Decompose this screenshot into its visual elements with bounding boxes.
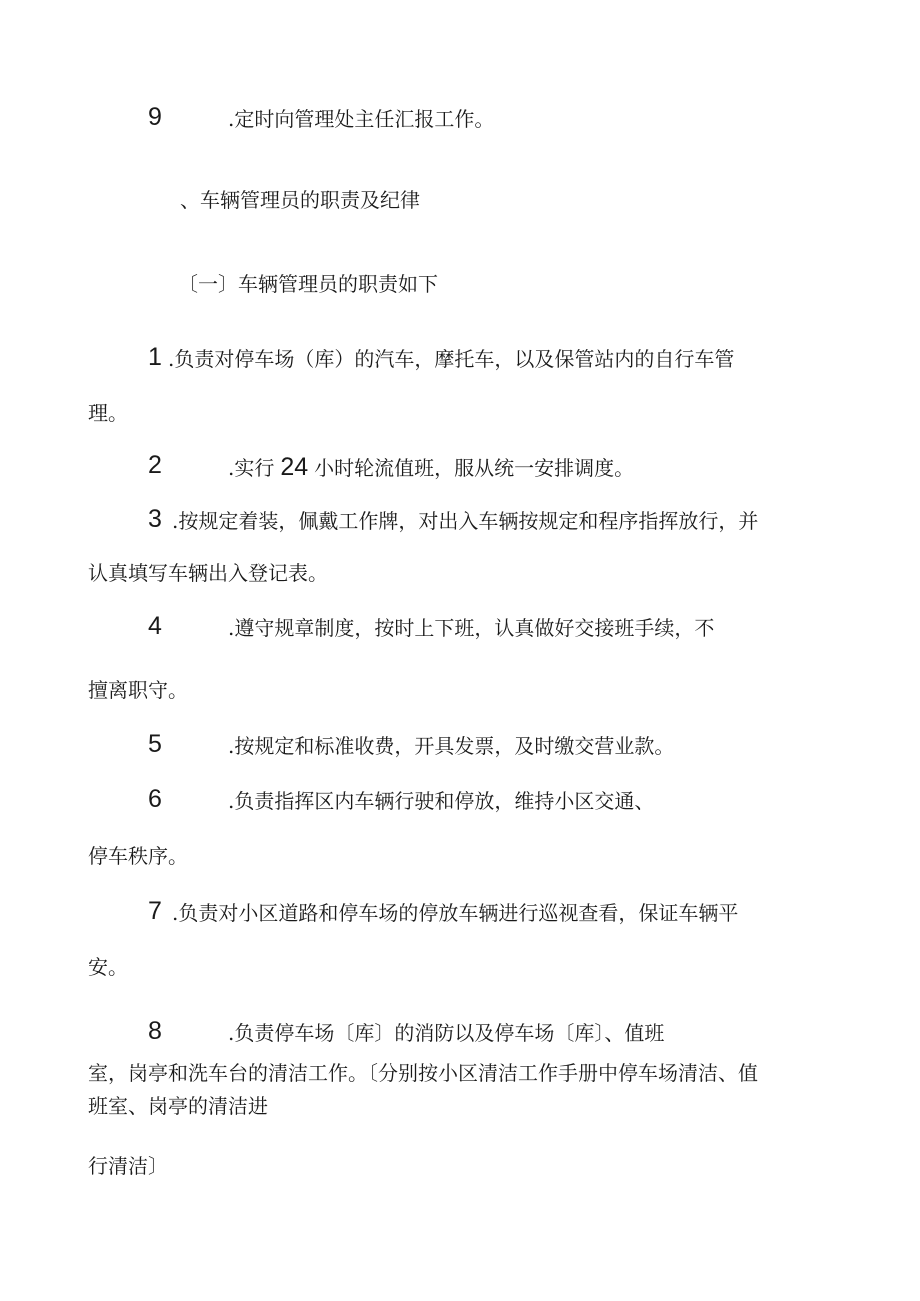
sub-heading: 〔一〕车辆管理员的职责如下 (178, 272, 438, 296)
item-8-line4: 行清洁〕 (88, 1154, 168, 1178)
section-heading: 、车辆管理员的职责及纪律 (180, 188, 420, 212)
item-8-line1: .负责停车场〔库〕的消防以及停车场〔库〕、值班 (228, 1021, 665, 1045)
item-2-line1: .实行 24 小时轮流值班，服从统一安排调度。 (228, 453, 635, 481)
item-1-number: 1 (148, 343, 162, 371)
item-3-number: 3 (148, 505, 162, 533)
item-8-line3: 班室、岗亭的清洁进 (88, 1094, 268, 1118)
item-6-line2: 停车秩序。 (88, 844, 188, 868)
item-4-line1: .遵守规章制度，按时上下班，认真做好交接班手续，不 (228, 616, 715, 640)
item-6-number: 6 (148, 785, 162, 813)
item-8-line2: 室，岗亭和洗车台的清洁工作。〔分别按小区清洁工作手册中停车场清洁、值 (88, 1061, 758, 1085)
item-3-line2: 认真填写车辆出入登记表。 (88, 561, 328, 585)
item-7-line2: 安。 (88, 955, 128, 979)
item-4-line2: 擅离职守。 (88, 678, 188, 702)
item-4-number: 4 (148, 612, 162, 640)
item-8-number: 8 (148, 1017, 162, 1045)
item-2-number: 2 (148, 451, 162, 479)
item-7-line1: .负责对小区道路和停车场的停放车辆进行巡视查看，保证车辆平 (172, 901, 739, 925)
item-9-text: .定时向管理处主任汇报工作。 (228, 107, 495, 131)
item-7-number: 7 (148, 897, 162, 925)
item-9-number: 9 (148, 103, 162, 131)
item-5-line1: .按规定和标准收费，开具发票，及时缴交营业款。 (228, 734, 675, 758)
item-1-line2: 理。 (88, 401, 128, 425)
item-5-number: 5 (148, 730, 162, 758)
item-3-line1: .按规定着装，佩戴工作牌，对出入车辆按规定和程序指挥放行，并 (172, 509, 759, 533)
item-6-line1: .负责指挥区内车辆行驶和停放，维持小区交通、 (228, 789, 655, 813)
item-1-line1: .负责对停车场（库）的汽车，摩托车，以及保管站内的自行车管 (168, 347, 735, 371)
